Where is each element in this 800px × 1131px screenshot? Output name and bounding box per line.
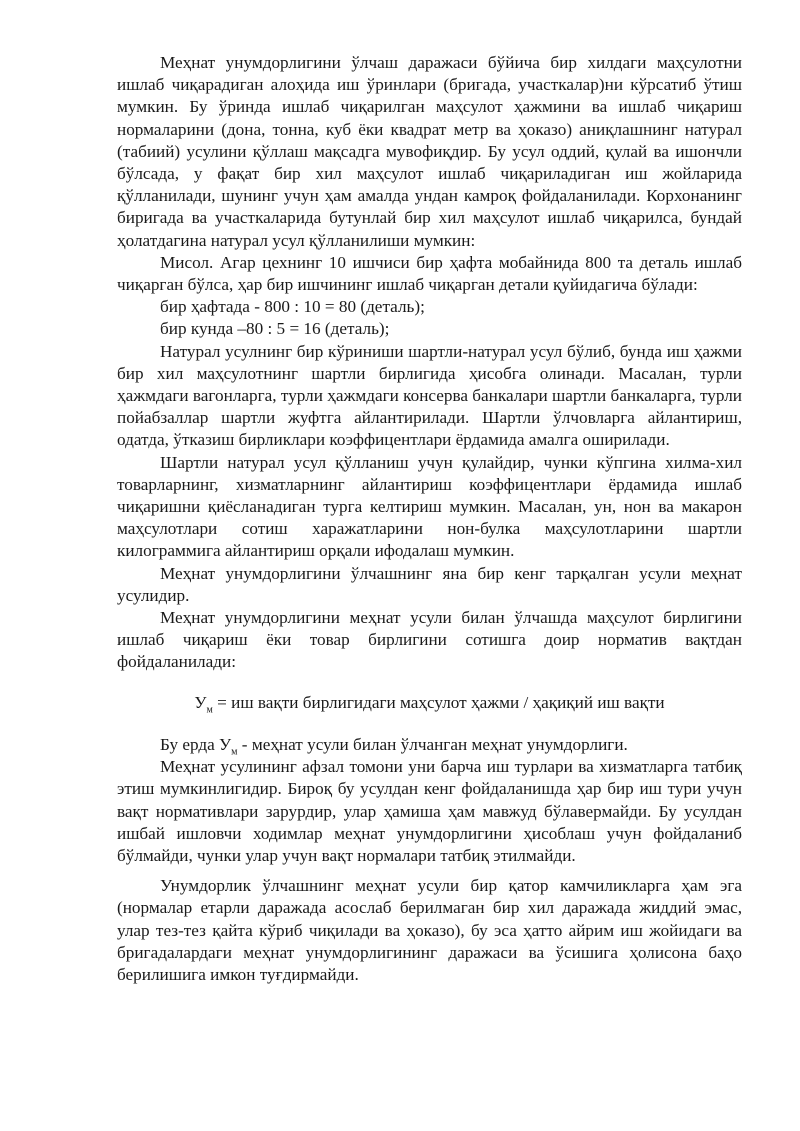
calculation-day: бир кунда –80 : 5 = 16 (деталь); <box>160 319 390 339</box>
paragraph-example: Мисол. Агар цехнинг 10 ишчиси бир ҳафта мобайнида 800 та деталь ишлаб чиқарган бўлса, ҳар бир ишчининг ишлаб чиқарган детали қуйидагича бўлади: <box>117 252 742 295</box>
calculation-week: бир ҳафтада - 800 : 10 = 80 (деталь); <box>160 297 425 317</box>
document-page <box>117 52 742 986</box>
legend-text: - меҳнат усули билан ўлчанган меҳнат унумдорлиги. <box>237 734 628 754</box>
paragraph-normative-time: Меҳнат унумдорлигини меҳнат усули билан ўлчашда маҳсулот бирлигини ишлаб чиқариш ёки товар бирлигини сотишга доир норматив вақтдан фойдаланилади: <box>117 608 742 672</box>
formula-subscript: м <box>206 704 213 716</box>
formula-expression: = иш вақти бирлигидаги маҳсулот ҳажми / ҳақиқий иш вақти <box>212 692 665 712</box>
paragraph-conditional-natural: Натурал усулнинг бир кўриниши шартли-натурал усул бўлиб, бунда иш ҳажми бир хил маҳсулотнинг шартли бирлигида ҳисобга олинади. Масалан, турли ҳажмдаги вагонларга, турли ҳажмдаги консерва банкалари шартли банкаларга, турли пойабзаллар шартли жуфтга айлантирилади. Шартли ўлчовларга айлантириш, одатда, ўтказиш бирликлари коэффицентлари ёрдамида амалга оширилади. <box>117 341 742 450</box>
paragraph-labor-method: Меҳнат унумдорлигини ўлчашнинг яна бир кенг тарқалган усули меҳнат усулидир. <box>117 563 742 605</box>
legend-subscript: м <box>231 746 238 758</box>
legend-symbol: Бу ерда У <box>160 734 232 754</box>
paragraph-drawbacks: Унумдорлик ўлчашнинг меҳнат усули бир қатор камчиликларга ҳам эга (нормалар етарли даражада асослаб берилмаган бир хил даражада жиддий эмас, улар тез-тез қайта кўриб чиқилади ва ҳоказо), бу эса ҳатто айрим иш жойидаги ва бригадалардаги меҳнат унумдорлигининг даражаси ва ўсишига ҳолисона баҳо берилишига имкон туғдирмайди. <box>117 876 742 984</box>
paragraph-advantages: Меҳнат усулининг афзал томони уни барча иш турлари ва хизматларга татбиқ этиш мумкинлигидир. Бироқ бу усулдан кенг фойдаланишда ҳар бир иш тури учун вақт нормативлари зарурдир, улар ҳамиша ҳам мавжуд бўлавермайди. Бу усулдан ишбай ишловчи ходимлар меҳнат унумдорлигини ҳисоблаш учун фойдаланиб бўлмайди, чунки улар учун вақт нормалари татбиқ этилмайди. <box>117 757 742 865</box>
formula-symbol: У <box>194 692 207 712</box>
formula <box>117 692 742 714</box>
paragraph-formula-legend <box>117 734 742 756</box>
paragraph-1: Меҳнат унумдорлигини ўлчаш даражаси бўйича бир хилдаги маҳсулотни ишлаб чиқарадиган алоҳида иш ўринлари (бригада, участкалар)ни кўрсатиб ўтиш мумкин. Бу ўринда ишлаб чиқарилган маҳсулот ҳажмини ва ишлаб чиқариш нормаларини (дона, тонна, куб ёки квадрат метр ва ҳоказо) аниқлашнинг натурал (табиий) усулини қўллаш мақсадга мувофиқдир. Бу усул оддий, қулай ва ишончли бўлсада, у фақат бир хил маҳсулот ишлаб чиқариладиган иш жойларида қўлланилади, шунинг учун ҳам амалда ундан камроқ фойдаланилади. Корхонанинг биригада ва участкаларида бутунлай бир хил маҳсулот ишлаб чиқарилса, бундай ҳолатдагина натурал усул қўлланилиши мумкин: <box>117 53 742 250</box>
paragraph-conditional-usage: Шартли натурал усул қўлланиш учун қулайдир, чунки кўпгина хилма-хил товарларнинг, хизматларнинг айлантириш коэффицентлари ёрдамида ишлаб чиқаришни қиёсланадиган турга келтириш мумкин. Масалан, ун, нон ва макарон маҳсулотлари сотиш харажатларини нон-булка маҳсулотларини шартли килограммига айлантириш орқали ифодалаш мумкин. <box>117 452 742 561</box>
